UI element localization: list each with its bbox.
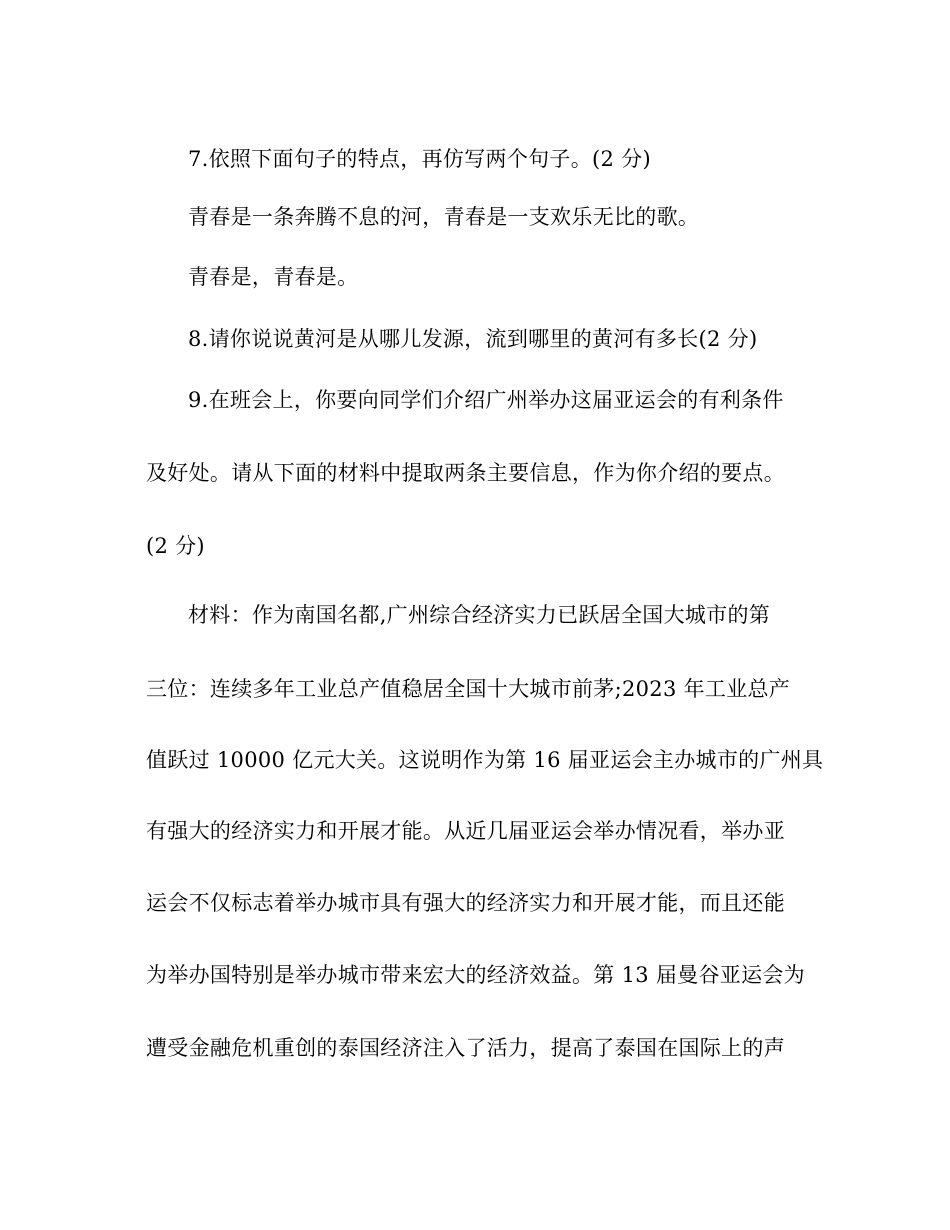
question-9-score: (2 分) [146,534,205,558]
question-9-prompt-line-1: 9.在班会上，你要向同学们介绍广州举办这届亚运会的有利条件 [188,388,784,412]
question-9-prompt-line-2: 及好处。请从下面的材料中提取两条主要信息，作为你介绍的要点。 [146,461,785,485]
question-8-prompt: 8.请你说说黄河是从哪儿发源，流到哪里的黄河有多长(2 分) [188,327,758,351]
material-line-5: 运会不仅标志着举办城市具有强大的经济实力和开展才能，而且还能 [146,891,785,915]
material-line-2: 三位：连续多年工业总产值稳居全国十大城市前茅;2023 年工业总产 [146,677,791,701]
answer-template: 青春是，青春是。 [188,265,359,289]
material-line-3: 值跃过 10000 亿元大关。这说明作为第 16 届亚运会主办城市的广州具 [146,748,824,772]
question-7-prompt: 7.依照下面句子的特点，再仿写两个句子。(2 分) [188,147,651,171]
material-line-4: 有强大的经济实力和开展才能。从近几届亚运会举办情况看，举办亚 [146,819,785,843]
material-line-7: 遭受金融危机重创的泰国经济注入了活力，提高了泰国在国际上的声 [146,1036,785,1060]
material-line-6: 为举办国特别是举办城市带来宏大的经济效益。第 13 届曼谷亚运会为 [146,963,805,987]
material-line-1: 材料：作为南国名都,广州综合经济实力已跃居全国大城市的第 [188,603,771,627]
example-sentence: 青春是一条奔腾不息的河，青春是一支欢乐无比的歌。 [188,205,700,229]
